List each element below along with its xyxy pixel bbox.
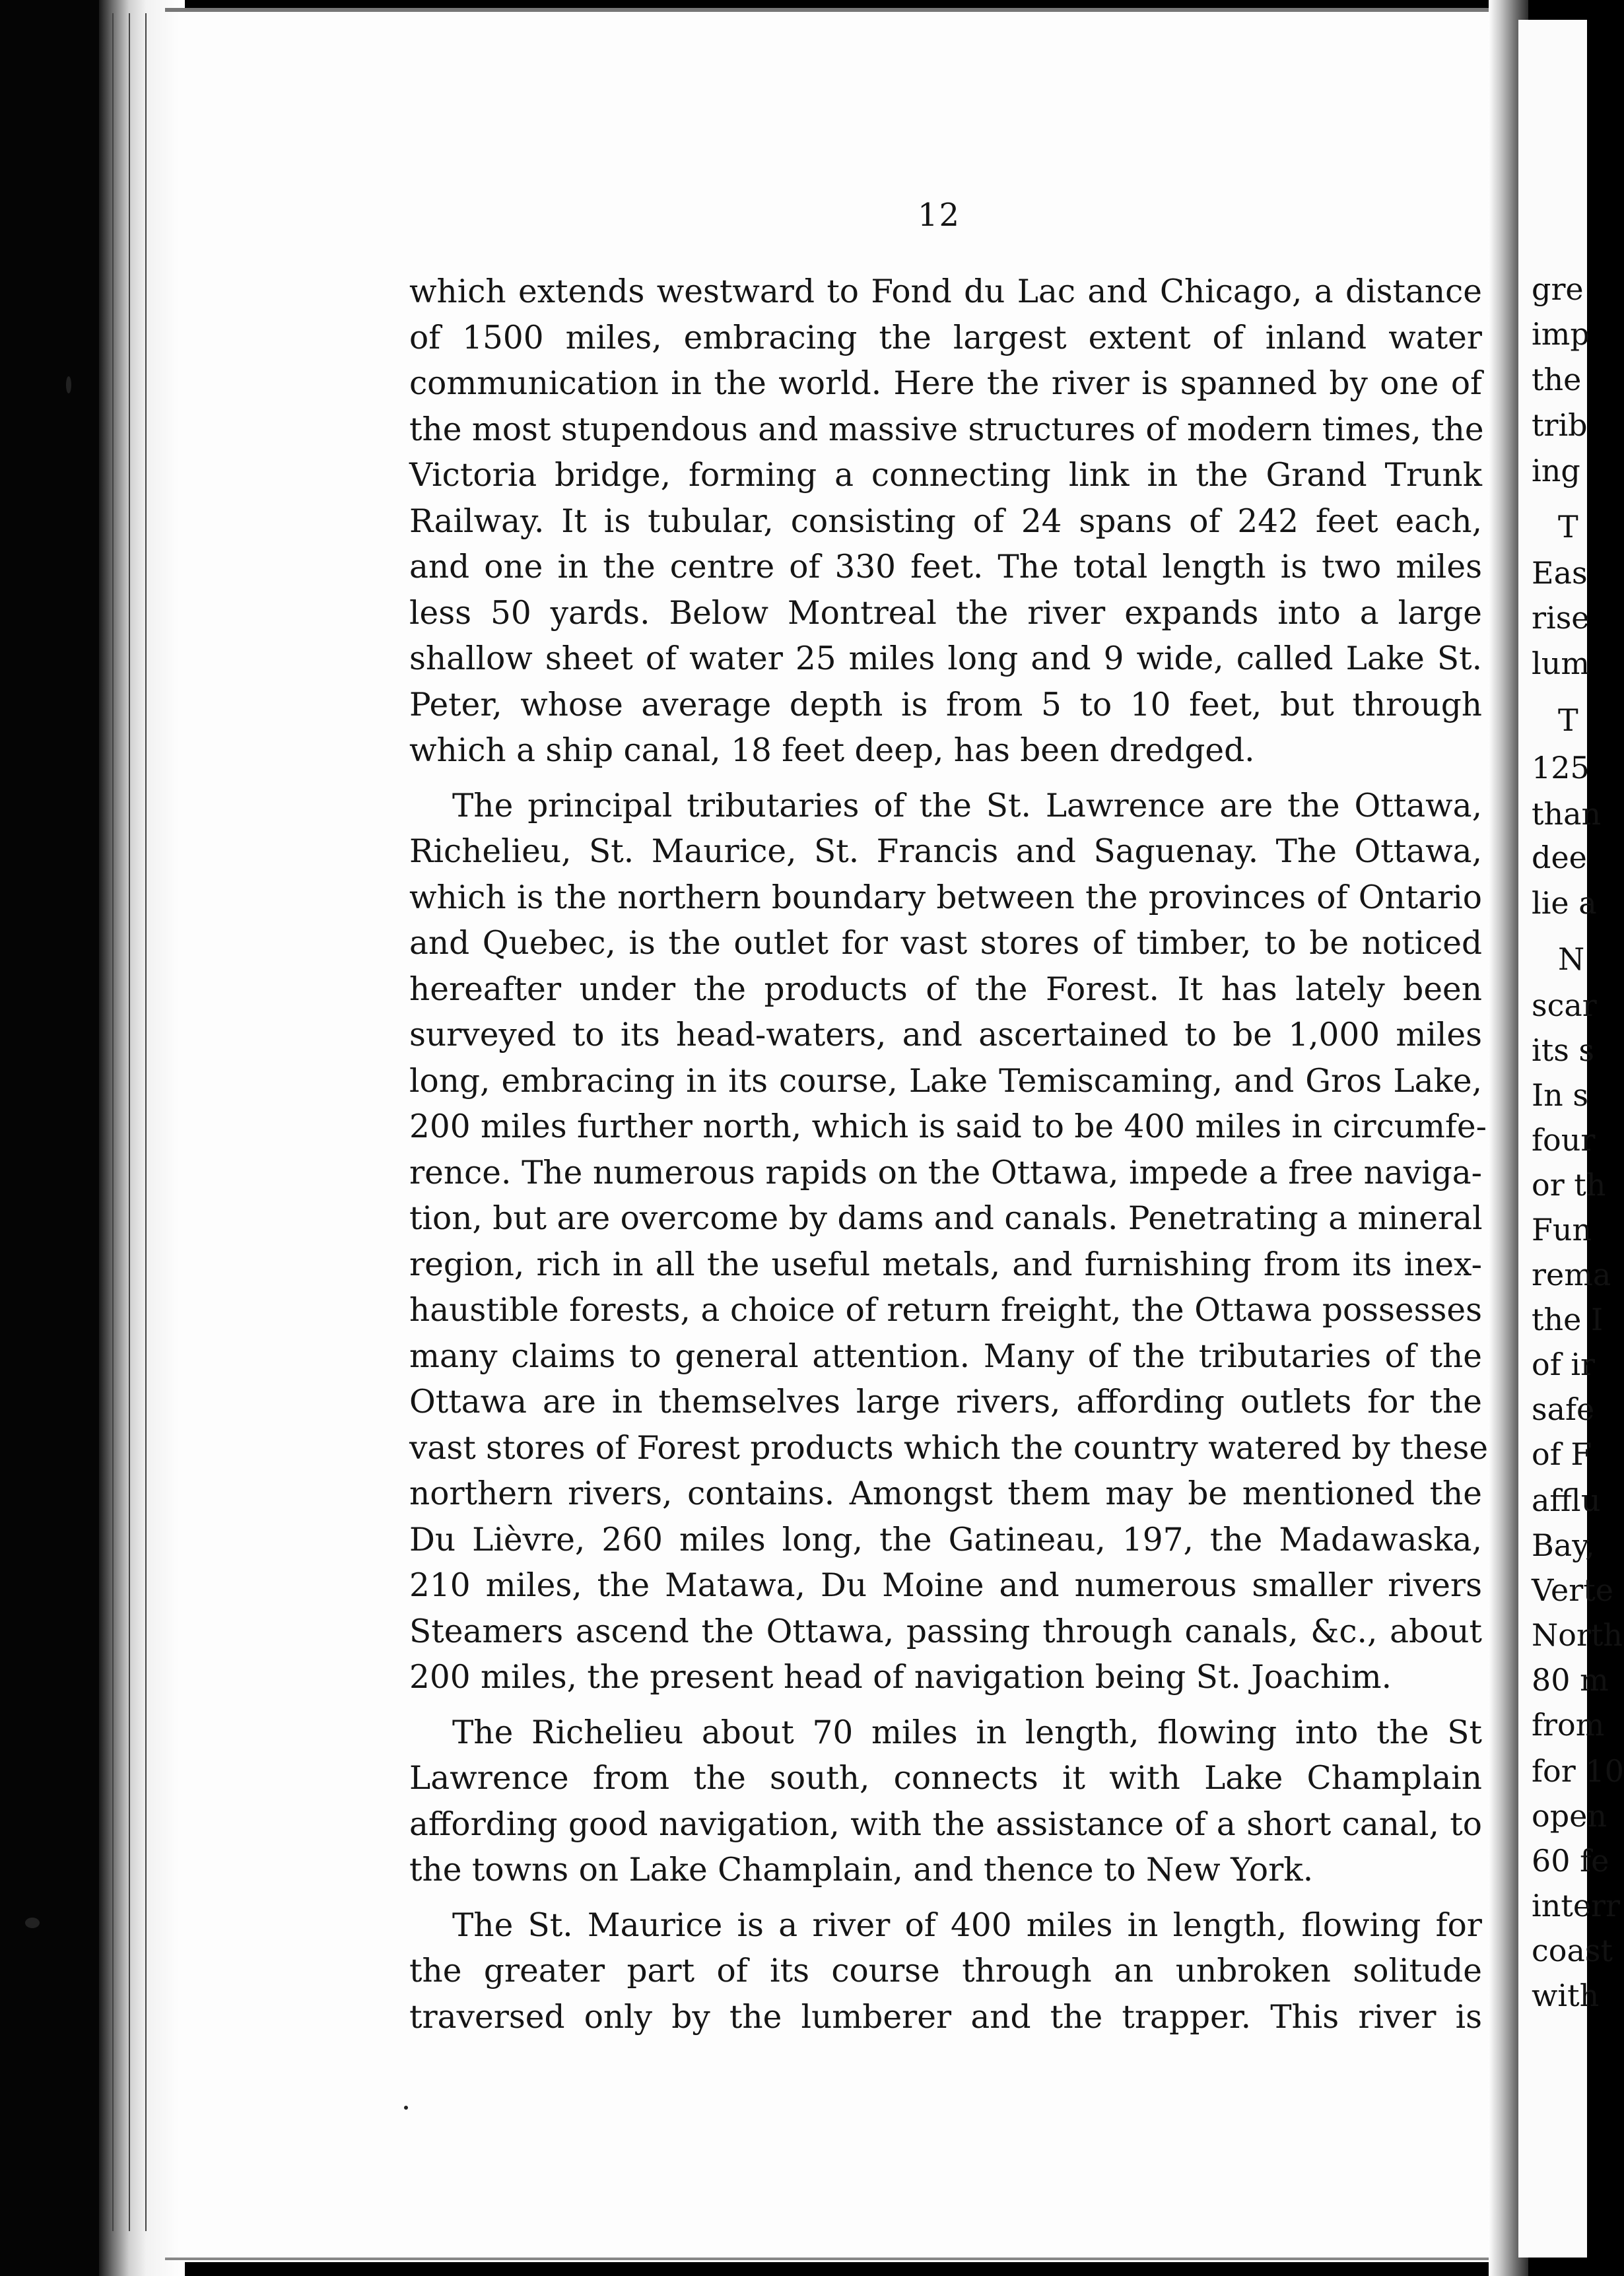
adjacent-page-edge <box>1518 20 1624 2258</box>
scan-dark-margin <box>0 0 99 2276</box>
text-line: vast stores of Forest products which the country watered by these <box>409 1429 1489 1467</box>
adjacent-page-fragment: its s <box>1532 1032 1595 1068</box>
text-line: The principal tributaries of the St. Lawrence are the Ottawa, <box>452 787 1482 824</box>
adjacent-page-fragment: scar <box>1532 987 1597 1023</box>
adjacent-page-fragment: Verte <box>1532 1572 1613 1608</box>
paragraph-2 <box>409 784 1489 1701</box>
adjacent-page-fragment: ing <box>1532 453 1580 488</box>
binding-line <box>129 13 130 2231</box>
text-line: communication in the world. Here the river is spanned by one of <box>409 365 1482 402</box>
page-number: 12 <box>918 197 961 234</box>
text-line: 200 miles, the present head of navigation being St. Joachim. <box>409 1659 1392 1696</box>
adjacent-page-fragment: Fun <box>1532 1212 1592 1248</box>
adjacent-page-fragment: Bay, <box>1532 1527 1595 1563</box>
adjacent-page-fragment: 60 fe <box>1532 1843 1609 1879</box>
adjacent-page-fragment: lum <box>1532 646 1590 681</box>
text-line: long, embracing in its course, Lake Temiscaming, and Gros Lake, <box>409 1062 1482 1100</box>
text-line: traversed only by the lumberer and the trapper. This river is <box>409 1998 1482 2036</box>
page-bottom-edge <box>165 2258 1492 2260</box>
adjacent-page-fragment: of ir <box>1532 1347 1596 1382</box>
adjacent-page-fragment: the <box>1532 362 1582 397</box>
text-line: less 50 yards. Below Montreal the river expands into a large <box>409 594 1482 632</box>
text-line: Peter, whose average depth is from 5 to 10 feet, but through <box>409 686 1482 723</box>
text-line: Steamers ascend the Ottawa, passing through canals, &c., about <box>409 1613 1482 1650</box>
text-line: Du Lièvre, 260 miles long, the Gatineau, 197, the Madawaska, <box>409 1521 1482 1558</box>
text-line: 200 miles further north, which is said to be 400 miles in circumfe- <box>409 1108 1487 1145</box>
text-line: haustible forests, a choice of return freight, the Ottawa possesses <box>409 1292 1482 1329</box>
text-line: the greater part of its course through an unbroken solitude <box>409 1953 1482 1990</box>
text-line: many claims to general attention. Many of the tributaries of the <box>409 1337 1482 1375</box>
adjacent-page-fragment: than <box>1532 796 1602 832</box>
text-line: and one in the centre of 330 feet. The total length is two miles <box>409 549 1482 586</box>
book-binding-edge <box>99 0 185 2276</box>
adjacent-page-fragment: safe <box>1532 1391 1595 1427</box>
scan-speck <box>66 376 71 393</box>
adjacent-page-fragment: Eas <box>1532 555 1588 591</box>
text-line: Victoria bridge, forming a connecting link in the Grand Trunk <box>409 457 1482 494</box>
text-line: region, rich in all the useful metals, and furnishing from its inex- <box>409 1246 1482 1283</box>
text-line: hereafter under the products of the Forest. It has lately been <box>409 970 1482 1008</box>
adjacent-page-fragment: lie a <box>1532 885 1597 921</box>
scan-speck <box>25 1918 40 1928</box>
text-line: affording good navigation, with the assistance of a short canal, to <box>409 1805 1482 1843</box>
text-line: shallow sheet of water 25 miles long and 9 wide, called Lake St. <box>409 640 1482 677</box>
adjacent-page-fragment: 80 m <box>1532 1662 1609 1698</box>
adjacent-page-fragment: dee <box>1532 840 1587 875</box>
text-line: rence. The numerous rapids on the Ottawa, impede a free naviga- <box>409 1154 1482 1191</box>
page-body-text <box>409 269 1489 2040</box>
adjacent-page-fragment: trib <box>1532 407 1588 443</box>
adjacent-page-fragment: interr <box>1532 1888 1621 1924</box>
text-line: The St. Maurice is a river of 400 miles in length, flowing for <box>452 1906 1482 1944</box>
adjacent-page-fragment: for 10 <box>1532 1753 1624 1789</box>
text-line: northern rivers, contains. Amongst them may be mentioned the <box>409 1475 1482 1512</box>
text-line: tion, but are overcome by dams and canals. Penetrating a mineral <box>409 1200 1483 1237</box>
adjacent-page-fragment: In s <box>1532 1077 1589 1113</box>
adjacent-page-fragment: T <box>1558 509 1578 545</box>
page-top-edge <box>165 8 1492 12</box>
scan-speck <box>404 2106 408 2110</box>
paragraph-3 <box>409 1710 1482 1894</box>
adjacent-page-fragment: open <box>1532 1798 1607 1834</box>
text-line: of 1500 miles, embracing the largest extent of inland water <box>409 319 1482 356</box>
adjacent-page-fragment: afflu <box>1532 1483 1601 1518</box>
adjacent-page-fragment: rema <box>1532 1257 1611 1292</box>
binding-line <box>112 13 114 2231</box>
text-line: 210 miles, the Matawa, Du Moine and numerous smaller rivers <box>409 1567 1482 1604</box>
text-line: the towns on Lake Champlain, and thence to New York. <box>409 1852 1314 1889</box>
adjacent-page-fragment: 125 <box>1532 750 1590 786</box>
text-line: Ottawa are in themselves large rivers, affording outlets for the <box>409 1384 1482 1421</box>
paragraph-4 <box>409 1903 1482 2041</box>
text-line: which is the northern boundary between the provinces of Ontario <box>409 879 1482 916</box>
text-line: Lawrence from the south, connects it with Lake Champlain <box>409 1760 1482 1797</box>
adjacent-page-fragment: or th <box>1532 1167 1606 1203</box>
adjacent-page-fragment: of F <box>1532 1436 1592 1472</box>
text-line: and Quebec, is the outlet for vast stores of timber, to be noticed <box>409 925 1482 962</box>
adjacent-page-fragment: coast <box>1532 1933 1613 1968</box>
text-line: surveyed to its head-waters, and ascertained to be 1,000 miles <box>409 1017 1482 1054</box>
adjacent-page-fragment: four <box>1532 1122 1596 1158</box>
text-line: Railway. It is tubular, consisting of 24 spans of 242 feet each, <box>409 502 1482 540</box>
adjacent-page-fragment: North <box>1532 1617 1623 1653</box>
adjacent-page-fragment: T <box>1558 702 1578 738</box>
adjacent-page-fragment: gre <box>1532 271 1584 307</box>
text-line: The Richelieu about 70 miles in length, flowing into the St <box>452 1714 1482 1751</box>
adjacent-page-fragment: rise <box>1532 600 1590 636</box>
text-line: Richelieu, St. Maurice, St. Francis and Saguenay. The Ottawa, <box>409 833 1482 870</box>
adjacent-page-fragment: the I <box>1532 1302 1604 1337</box>
text-line: the most stupendous and massive structures of modern times, the <box>409 411 1484 448</box>
paragraph-1 <box>409 269 1482 774</box>
text-line: which extends westward to Fond du Lac and Chicago, a distance <box>409 273 1482 310</box>
adjacent-page-fragment: N <box>1558 941 1585 977</box>
adjacent-page-fragment: with <box>1532 1978 1600 2013</box>
text-line: which a ship canal, 18 feet deep, has been dredged. <box>409 732 1255 769</box>
adjacent-page-fragment: imp <box>1532 316 1590 352</box>
binding-line <box>145 13 147 2231</box>
adjacent-page-fragment: from <box>1532 1707 1605 1743</box>
